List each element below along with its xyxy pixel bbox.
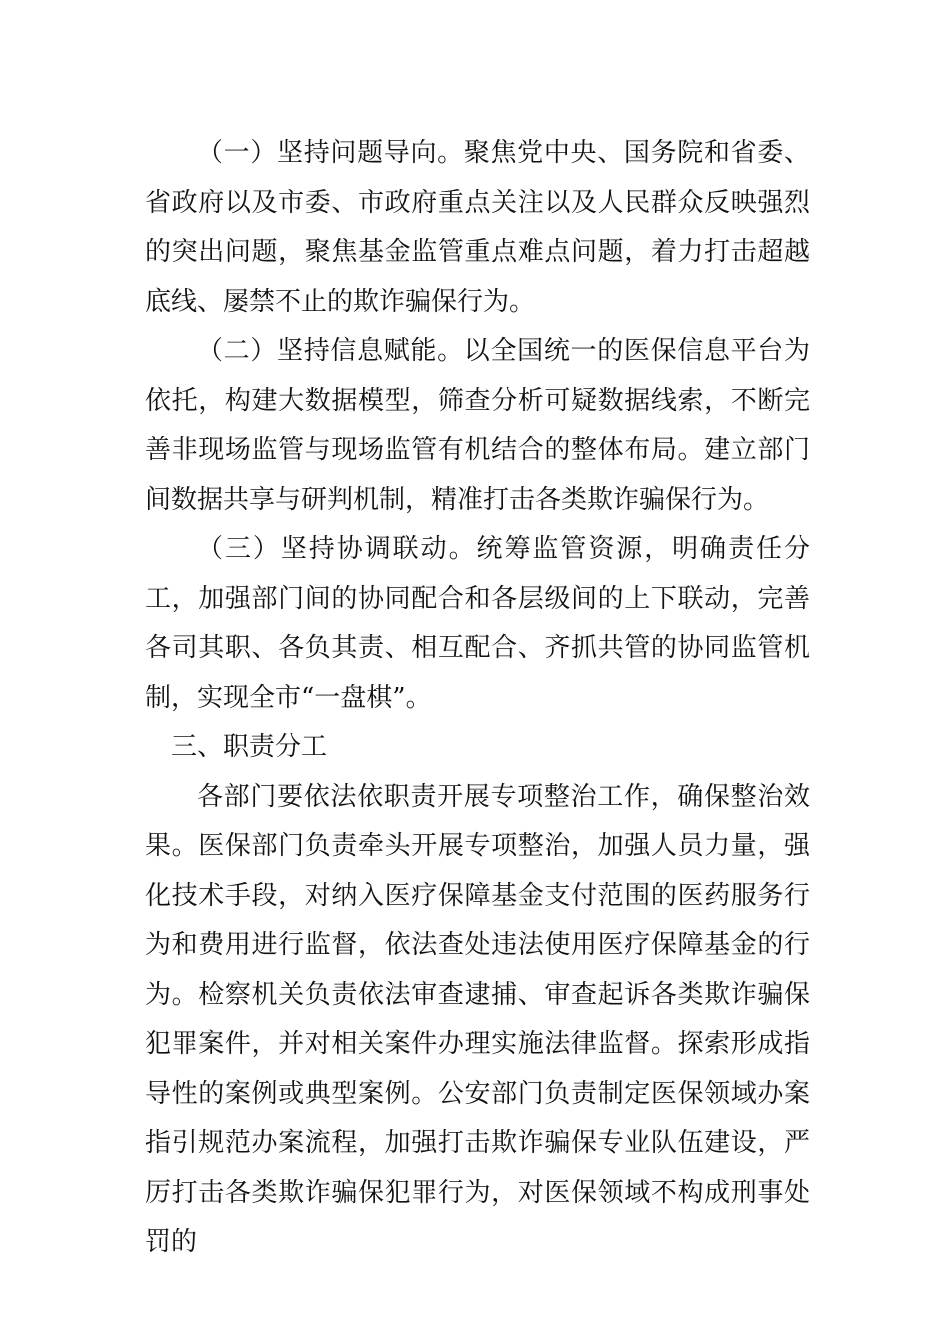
paragraph-persist-problem-orientation: （一）坚持问题导向。聚焦党中央、国务院和省委、省政府以及市委、市政府重点关注以及人民群众反映强烈的突出问题，聚焦基金监管重点难点问题，着力打击超越底线、屡禁不止的欺诈骗保行为。 — [145, 138, 810, 317]
document-body — [145, 129, 810, 1268]
paragraph-persist-information-empowerment: （二）坚持信息赋能。以全国统一的医保信息平台为依托，构建大数据模型，筛查分析可疑数据线索，不断完善非现场监管与现场监管有机结合的整体布局。建立部门间数据共享与研判机制，精准打击各类欺诈骗保行为。 — [145, 336, 810, 515]
section-heading-responsibilities: 三、职责分工 — [171, 732, 328, 762]
paragraph-persist-coordinated-linkage: （三）坚持协调联动。统筹监管资源，明确责任分工，加强部门间的协同配合和各层级间的上下联动，完善各司其职、各负其责、相互配合、齐抓共管的协同监管机制，实现全市“一盘棋”。 — [145, 534, 810, 713]
paragraph-responsibilities-body: 各部门要依法依职责开展专项整治工作，确保整治效果。医保部门负责牵头开展专项整治，加强人员力量，强化技术手段，对纳入医疗保障基金支付范围的医药服务行为和费用进行监督，依法查处违法使用医疗保障基金的行为。检察机关负责依法审查逮捕、审查起诉各类欺诈骗保犯罪案件，并对相关案件办理实施法律监督。探索形成指导性的案例或典型案例。公安部门负责制定医保领域办案指引规范办案流程，加强打击欺诈骗保专业队伍建设，严厉打击各类欺诈骗保犯罪行为，对医保领域不构成刑事处罚的 — [145, 781, 810, 1257]
